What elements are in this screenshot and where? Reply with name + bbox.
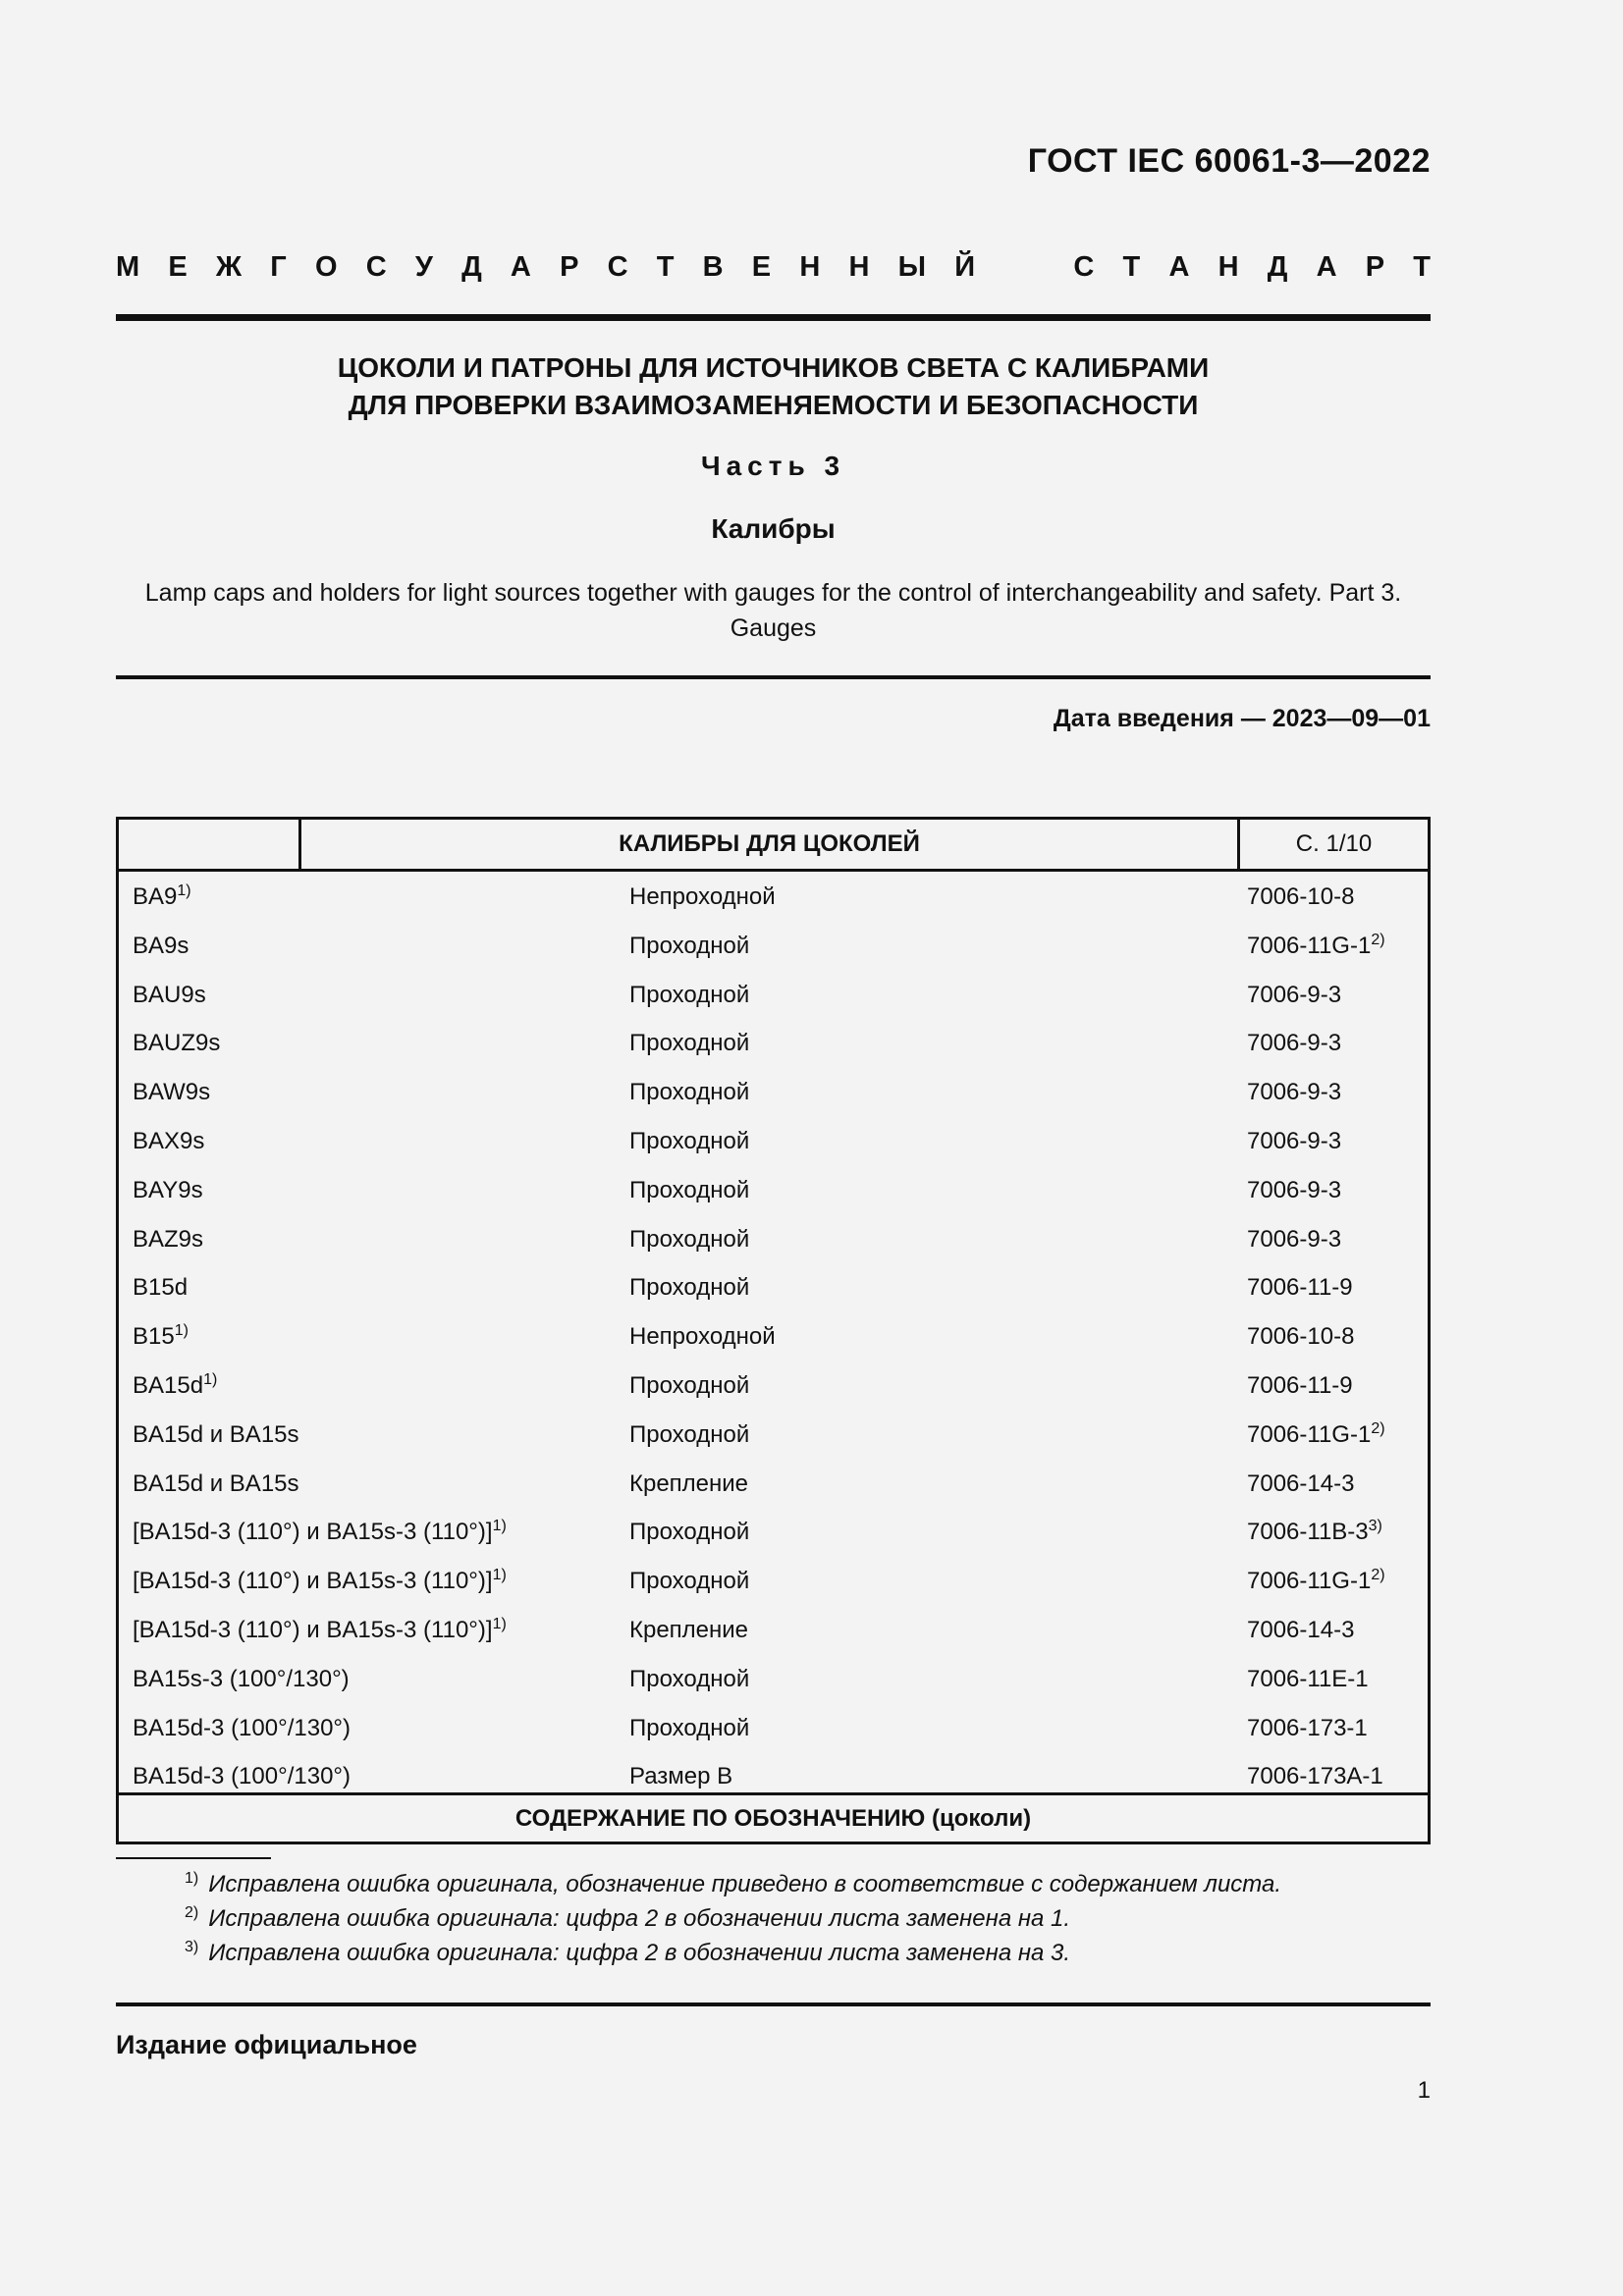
gauge-type-cell: Проходной xyxy=(629,1128,750,1154)
table-row xyxy=(119,921,1428,970)
cap-designation: BA15d-3 (100°/130°) xyxy=(133,1763,351,1790)
sheet-number-cell xyxy=(1247,1519,1382,1546)
sheet-number-cell xyxy=(1247,1372,1353,1400)
footnote-text: Исправлена ошибка оригинала: цифра 2 в обозначении листа заменена на 1. xyxy=(208,1905,1071,1932)
gauge-type-cell: Крепление xyxy=(629,1469,749,1497)
table-row xyxy=(119,1262,1428,1311)
table-row xyxy=(119,1116,1428,1165)
heading-letter: Н xyxy=(1217,251,1239,283)
cap-designation-cell xyxy=(133,1226,203,1254)
footnote-reference: 1) xyxy=(203,1371,218,1388)
cap-designation-cell xyxy=(133,883,191,911)
sheet-number-cell xyxy=(1247,1079,1341,1106)
gauge-type-cell: Проходной xyxy=(629,981,750,1008)
sheet-number-cell xyxy=(1247,982,1341,1009)
standard-title-line-1: ЦОКОЛИ И ПАТРОНЫ ДЛЯ ИСТОЧНИКОВ СВЕТА С КАЛИБРАМИ xyxy=(337,352,1210,383)
gauge-type-cell: Крепление xyxy=(629,1617,749,1643)
sheet-number-cell xyxy=(1247,1715,1368,1742)
sheet-number: 7006-9-3 xyxy=(1247,1176,1342,1203)
cap-designation: [BA15d-3 (110°) и BA15s-3 (110°)] xyxy=(133,1519,493,1546)
sheet-number: 7006-11G-1 xyxy=(1247,1420,1372,1448)
gauge-type-cell: Проходной xyxy=(629,1519,750,1546)
gauge-type-cell: Проходной xyxy=(629,1714,750,1741)
gauge-type-cell: Проходной xyxy=(629,1665,750,1692)
footnote-rule xyxy=(116,1857,271,1859)
heading-letter: Г xyxy=(270,251,287,283)
sheet-number-cell xyxy=(1247,1177,1341,1204)
cap-designation: BA9 xyxy=(133,883,178,910)
cap-designation: BA9s xyxy=(133,932,189,959)
gauge-type-cell: Проходной xyxy=(629,1225,750,1253)
footnotes xyxy=(185,1867,1281,1970)
footnote-reference: 1) xyxy=(492,1567,507,1584)
table-body xyxy=(119,872,1428,1799)
sheet-number-cell xyxy=(1247,1617,1354,1644)
sheet-number: 7006-9-3 xyxy=(1247,1225,1342,1253)
footnote-text: Исправлена ошибка оригинала, обозначение приведено в соответствие с содержанием листа. xyxy=(208,1871,1282,1897)
cap-designation-cell xyxy=(133,1323,189,1351)
part-subtitle: Калибры xyxy=(711,513,836,544)
heading-letter: О xyxy=(314,251,338,283)
sheet-number: 7006-11-9 xyxy=(1247,1274,1353,1302)
gauge-type-cell: Проходной xyxy=(629,1030,750,1057)
footnote-mark: 3) xyxy=(185,1939,199,1955)
heading-letter: В xyxy=(702,251,724,283)
footnote-text: Исправлена ошибка оригинала: цифра 2 в обозначении листа заменена на 3. xyxy=(208,1940,1071,1966)
part-title: Часть 3 xyxy=(700,451,846,481)
gauge-type-cell: Проходной xyxy=(629,1568,750,1595)
title-rule xyxy=(116,675,1431,679)
heading-letter: Й xyxy=(954,251,976,283)
edition-label: Издание официальное xyxy=(116,2030,417,2059)
heading-letter: Р xyxy=(1365,251,1385,283)
cap-designation: BA15s-3 (100°/130°) xyxy=(133,1665,350,1692)
cap-designation-cell xyxy=(133,1568,507,1595)
gauge-type-cell: Проходной xyxy=(629,1372,750,1399)
cap-designation: B15d xyxy=(133,1274,189,1302)
sheet-number-cell xyxy=(1247,1226,1341,1254)
sheet-number: 7006-14-3 xyxy=(1247,1469,1355,1497)
footnote-reference: 3) xyxy=(1368,1518,1382,1535)
table-row xyxy=(119,1459,1428,1508)
table-header-empty-cell xyxy=(119,820,301,869)
footnote-reference: 1) xyxy=(174,1322,189,1340)
table-row xyxy=(119,1214,1428,1263)
cap-designation-cell xyxy=(133,1372,217,1400)
cap-designation-cell xyxy=(133,1421,299,1449)
sheet-number-cell xyxy=(1247,1666,1369,1693)
cap-designation: BA15d и BA15s xyxy=(133,1469,299,1497)
sheet-number-cell xyxy=(1247,1128,1341,1155)
table-header xyxy=(119,820,1428,872)
sheet-number-cell xyxy=(1247,883,1354,911)
table-row xyxy=(119,1361,1428,1410)
sheet-number: 7006-173-1 xyxy=(1247,1714,1368,1741)
standard-title xyxy=(116,349,1431,424)
english-title xyxy=(116,575,1431,646)
heading-letter: Н xyxy=(799,251,821,283)
sheet-number: 7006-9-3 xyxy=(1247,1030,1342,1057)
cap-designation-cell xyxy=(133,1666,350,1693)
footnote-reference: 1) xyxy=(492,1518,507,1535)
sheet-number: 7006-9-3 xyxy=(1247,1128,1342,1154)
table-row xyxy=(119,1018,1428,1067)
footnote-reference: 2) xyxy=(1371,931,1385,948)
sheet-number-cell xyxy=(1247,1421,1385,1449)
heading-letter: Т xyxy=(656,251,675,283)
sheet-number: 7006-173A-1 xyxy=(1247,1763,1383,1790)
heading-letter: Т xyxy=(1122,251,1141,283)
table-footer: СОДЕРЖАНИЕ ПО ОБОЗНАЧЕНИЮ (цоколи) xyxy=(119,1792,1428,1842)
heading-letter: Е xyxy=(168,251,188,283)
heading-letter: Д xyxy=(1267,251,1288,283)
interstate-standard-heading xyxy=(116,251,1431,284)
cap-designation: BA15d xyxy=(133,1372,204,1399)
footnote xyxy=(185,1867,1281,1901)
cap-designation-cell xyxy=(133,982,206,1009)
cap-designation: BA15d-3 (100°/130°) xyxy=(133,1714,351,1741)
cap-designation: [BA15d-3 (110°) и BA15s-3 (110°)] xyxy=(133,1617,493,1643)
cap-designation: B15 xyxy=(133,1323,175,1351)
cap-designation-cell xyxy=(133,1274,188,1302)
sheet-number-cell xyxy=(1247,1568,1385,1595)
english-title-line-1: Lamp caps and holders for light sources together with gauges for the control of interchangeability and safety. Part 3. xyxy=(144,579,1402,607)
standard-title-line-2: ДЛЯ ПРОВЕРКИ ВЗАИМОЗАМЕНЯЕМОСТИ И БЕЗОПАСНОСТИ xyxy=(348,390,1199,420)
heading-letter: А xyxy=(1168,251,1190,283)
table-row xyxy=(119,1165,1428,1214)
sheet-number: 7006-9-3 xyxy=(1247,981,1342,1008)
cap-designation-cell xyxy=(133,1079,210,1106)
heading-letter: Ы xyxy=(897,251,926,283)
document-designation: ГОСТ IEC 60061-3—2022 xyxy=(1027,142,1431,180)
sheet-number: 7006-11G-1 xyxy=(1247,1568,1372,1595)
cap-designation: [BA15d-3 (110°) и BA15s-3 (110°)] xyxy=(133,1568,493,1595)
sheet-number: 7006-11E-1 xyxy=(1247,1665,1369,1692)
cap-designation: BAY9s xyxy=(133,1176,203,1203)
table-header-sheet: С. 1/10 xyxy=(1295,830,1373,857)
sheet-number-cell xyxy=(1247,933,1385,960)
footnote-reference: 1) xyxy=(177,882,191,899)
heading-letter: Т xyxy=(1413,251,1431,283)
cap-designation: BA15d и BA15s xyxy=(133,1420,299,1448)
page-number: 1 xyxy=(1417,2077,1431,2104)
sheet-number-cell xyxy=(1247,1470,1354,1498)
cap-designation-cell xyxy=(133,1763,351,1790)
introduction-date: Дата введения — 2023—09—01 xyxy=(1053,705,1431,732)
heading-letter: С xyxy=(607,251,628,283)
table-header-title: КАЛИБРЫ ДЛЯ ЦОКОЛЕЙ xyxy=(301,820,1240,869)
table-row xyxy=(119,1556,1428,1605)
gauge-type-cell: Размер B xyxy=(629,1763,733,1790)
bottom-rule xyxy=(116,2002,1431,2006)
gauges-table xyxy=(116,817,1431,1844)
footnote-mark: 2) xyxy=(185,1904,199,1921)
gauge-type-cell: Проходной xyxy=(629,1274,750,1302)
cap-designation-cell xyxy=(133,1177,203,1204)
gauge-type-cell: Непроходной xyxy=(629,1323,776,1351)
cap-designation: BAW9s xyxy=(133,1079,211,1106)
table-row xyxy=(119,1311,1428,1361)
cap-designation-cell xyxy=(133,1030,220,1057)
cap-designation-cell xyxy=(133,1617,507,1644)
footnote-reference: 2) xyxy=(1371,1419,1385,1437)
heading-letter: А xyxy=(1316,251,1337,283)
sheet-number: 7006-10-8 xyxy=(1247,883,1355,910)
cap-designation-cell xyxy=(133,1519,507,1546)
english-title-line-2: Gauges xyxy=(730,614,817,642)
sheet-number: 7006-11G-1 xyxy=(1247,932,1372,959)
cap-designation-cell xyxy=(133,1470,299,1498)
heading-letter: Д xyxy=(461,251,482,283)
heading-letter: С xyxy=(1073,251,1095,283)
footnote-reference: 2) xyxy=(1371,1567,1385,1584)
gauge-type-cell: Проходной xyxy=(629,932,750,959)
heading-letter: А xyxy=(510,251,531,283)
cap-designation: BAX9s xyxy=(133,1128,205,1154)
heading-letter: Ж xyxy=(215,251,243,283)
table-row xyxy=(119,970,1428,1019)
sheet-number-cell xyxy=(1247,1763,1383,1790)
cap-designation: BAU9s xyxy=(133,981,206,1008)
cap-designation-cell xyxy=(133,933,189,960)
gauge-type-cell: Непроходной xyxy=(629,883,776,910)
heading-letter: С xyxy=(365,251,387,283)
table-row xyxy=(119,1410,1428,1459)
sheet-number-cell xyxy=(1247,1274,1353,1302)
heading-letter: У xyxy=(414,251,433,283)
cap-designation-cell xyxy=(133,1715,351,1742)
cap-designation-cell xyxy=(133,1128,204,1155)
sheet-number: 7006-10-8 xyxy=(1247,1323,1355,1351)
gauge-type-cell: Проходной xyxy=(629,1176,750,1203)
table-row xyxy=(119,1067,1428,1116)
gauge-type-cell: Проходной xyxy=(629,1079,750,1106)
heading-letter: Е xyxy=(751,251,772,283)
sheet-number: 7006-11-9 xyxy=(1247,1372,1353,1399)
table-row xyxy=(119,872,1428,921)
top-rule xyxy=(116,314,1431,321)
table-row xyxy=(119,1605,1428,1654)
word-gap xyxy=(1003,251,1045,284)
sheet-number: 7006-9-3 xyxy=(1247,1079,1342,1106)
cap-designation: BAUZ9s xyxy=(133,1030,221,1057)
footnote xyxy=(185,1936,1281,1970)
sheet-number-cell xyxy=(1247,1030,1341,1057)
heading-letter: Н xyxy=(848,251,870,283)
sheet-number: 7006-14-3 xyxy=(1247,1617,1355,1643)
sheet-number: 7006-11B-3 xyxy=(1247,1519,1369,1546)
cap-designation: BAZ9s xyxy=(133,1225,204,1253)
footnote xyxy=(185,1901,1281,1936)
heading-letter: Р xyxy=(560,251,579,283)
heading-letter: М xyxy=(116,251,140,283)
table-row xyxy=(119,1654,1428,1703)
footnote-reference: 1) xyxy=(492,1616,507,1632)
table-row xyxy=(119,1507,1428,1556)
table-row xyxy=(119,1703,1428,1752)
footnote-mark: 1) xyxy=(185,1870,199,1887)
gauge-type-cell: Проходной xyxy=(629,1420,750,1448)
sheet-number-cell xyxy=(1247,1323,1354,1351)
